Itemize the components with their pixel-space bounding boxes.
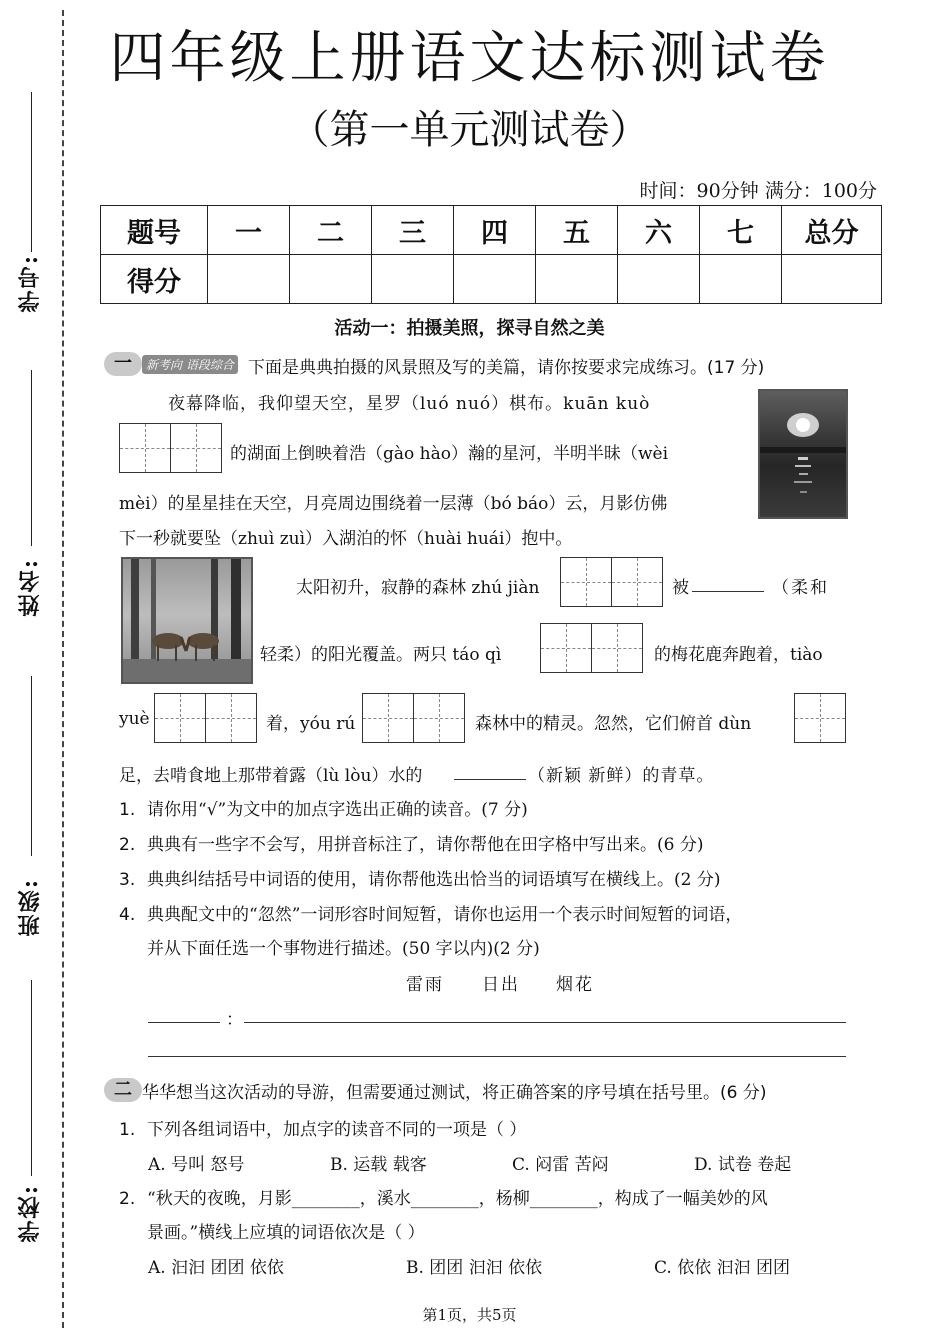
s2-question-2-cont: 景画。”横线上应填的词语依次是（ ） [147,1223,425,1243]
question-text: “秋天的夜晚，月影________，溪水________，杨柳________，构成了一幅美妙的风 [147,1189,768,1209]
class-label: 班级: [17,878,43,937]
moon-lake-illustration [760,391,846,517]
deer-forest-illustration [123,559,251,682]
question-4 [119,900,742,925]
score-cell [618,255,700,304]
answer-object-blank[interactable] [148,1006,220,1023]
score-cell [454,255,536,304]
s2-q1-option-a[interactable]: A. 号叫 怒号 [148,1155,245,1175]
passage-line-5b: 被 [672,578,689,598]
question-text: 典典纠结括号中词语的使用，请你帮他选出恰当的词语填写在横线上。(2 分) [147,870,721,890]
question-number: 2. [119,1189,136,1209]
school-label: 学校: [17,1184,43,1243]
score-header-cell: 总分 [782,206,882,255]
score-cell [700,255,782,304]
answer-colon: ： [226,1010,243,1030]
passage-line-5a: 太阳初升，寂静的森林 zhú jiàn [296,578,540,598]
passage-line-7c: 森林中的精灵。忽然，它们俯首 dùn [475,714,752,734]
exam-subtitle: （第一单元测试卷） [289,107,650,153]
question-3 [119,865,720,890]
option-sunrise: 日出 [482,975,520,995]
s2-q1-option-b[interactable]: B. 运载 载客 [330,1155,427,1175]
question-text: 下列各组词语中，加点字的读音不同的一项是（ ） [147,1120,527,1140]
s2-question-2 [119,1184,768,1209]
s2-q2-option-b[interactable]: B. 团团 汩汩 依依 [406,1258,543,1278]
score-cell [290,255,372,304]
question-number: 4. [119,905,136,925]
score-header-cell: 题号 [101,206,208,255]
question-2 [119,830,703,855]
question-4-cont: 并从下面任选一个事物进行描述。(50 字以内)(2 分) [147,939,540,959]
answer-line-2[interactable] [148,1040,846,1057]
tianzige-taoqi[interactable] [540,623,643,673]
option-thunderstorm: 雷雨 [406,975,444,995]
passage-line-6b: 的梅花鹿奔跑着，tiào [654,645,823,665]
name-label: 姓名: [17,558,43,617]
score-row-label: 得分 [101,255,208,304]
passage-line-7a: yuè [119,709,150,729]
score-table [100,205,882,304]
passage-line-6a: 轻柔）的阳光覆盖。两只 táo qì [260,645,502,665]
passage-line-7b: 着，yóu rú [266,714,356,734]
score-header-cell: 一 [208,206,290,255]
question-number: 1. [119,800,136,820]
binding-dashed-line [62,10,64,1328]
question-text: 请你用“√”为文中的加点字选出正确的读音。(7 分) [147,800,528,820]
option-fireworks: 烟花 [556,975,594,995]
page-footer: 第1页，共5页 [422,1306,517,1324]
score-cell [372,255,454,304]
score-header-cell: 五 [536,206,618,255]
student-no-label: 学号: [17,254,43,313]
school-line [31,980,32,1176]
score-cell [208,255,290,304]
deer-forest-photo [121,557,253,684]
question-number: 2. [119,835,136,855]
score-header-cell: 四 [454,206,536,255]
score-cell [536,255,618,304]
tianzige-dun[interactable] [794,693,846,743]
passage-line-5c: （柔和 [772,578,829,598]
section-two-instruction: 华华想当这次活动的导游，但需要通过测试，将正确答案的序号填在括号里。(6 分) [142,1083,767,1103]
name-line [31,370,32,546]
passage-line-8a: 足，去啃食地上那带着露（lù lòu）水的 [119,766,423,786]
blank-rouhe[interactable] [692,575,764,592]
section-badge: 新考向 语段综合 [142,355,238,374]
passage-line-2: 的湖面上倒映着浩（gào hào）瀚的星河，半明半昧（wèi [230,444,669,464]
exam-title: 四年级上册语文达标测试卷 [109,26,830,91]
section-two-icon: 二 [104,1078,142,1102]
s2-q2-option-c[interactable]: C. 依依 汩汩 团团 [654,1258,791,1278]
s2-q1-option-c[interactable]: C. 闷雷 苦闷 [512,1155,609,1175]
score-header-cell: 二 [290,206,372,255]
class-line [31,676,32,856]
score-header-cell: 七 [700,206,782,255]
score-cell [782,255,882,304]
passage-line-3: mèi）的星星挂在天空，月亮周边围绕着一层薄（bó báo）云，月影仿佛 [119,494,668,514]
passage-line-8b: （新颖 新鲜）的青草。 [528,766,715,786]
moon-lake-photo [758,389,848,519]
tianzige-tiaoyue[interactable] [154,693,257,743]
tianzige-zhujian[interactable] [560,557,663,607]
passage-line-4: 下一秒就要坠（zhuì zuì）入湖泊的怀（huài huái）抱中。 [119,529,573,549]
question-1 [119,795,528,820]
score-header-cell: 六 [618,206,700,255]
time-info: 时间：90分钟 满分：100分 [639,180,877,202]
question-text: 典典配文中的“忽然”一词形容时间短暂，请你也运用一个表示时间短暂的词语， [147,905,743,925]
question-number: 1. [119,1120,136,1140]
question-text: 典典有一些字不会写，用拼音标注了，请你帮他在田字格中写出来。(6 分) [147,835,704,855]
tianzige-kuankuo[interactable] [119,423,222,473]
s2-question-1 [119,1115,526,1140]
activity-title: 活动一：拍摄美照，探寻自然之美 [334,318,605,339]
score-table-header-row [101,206,882,255]
score-header-cell: 三 [372,206,454,255]
section-one-instruction: 下面是典典拍摄的风景照及写的美篇，请你按要求完成练习。(17 分) [248,358,765,378]
question-number: 3. [119,870,136,890]
section-one-icon: 一 [104,352,142,376]
s2-q1-option-d[interactable]: D. 试卷 卷起 [694,1155,792,1175]
answer-line-1[interactable] [244,1006,846,1023]
tianzige-youru[interactable] [362,693,465,743]
passage-line-1: 夜幕降临，我仰望天空，星罗（luó nuó）棋布。kuān kuò [168,394,651,414]
blank-xinxian[interactable] [454,763,526,780]
s2-q2-option-a[interactable]: A. 汩汩 团团 依依 [148,1258,284,1278]
score-table-score-row [101,255,882,304]
